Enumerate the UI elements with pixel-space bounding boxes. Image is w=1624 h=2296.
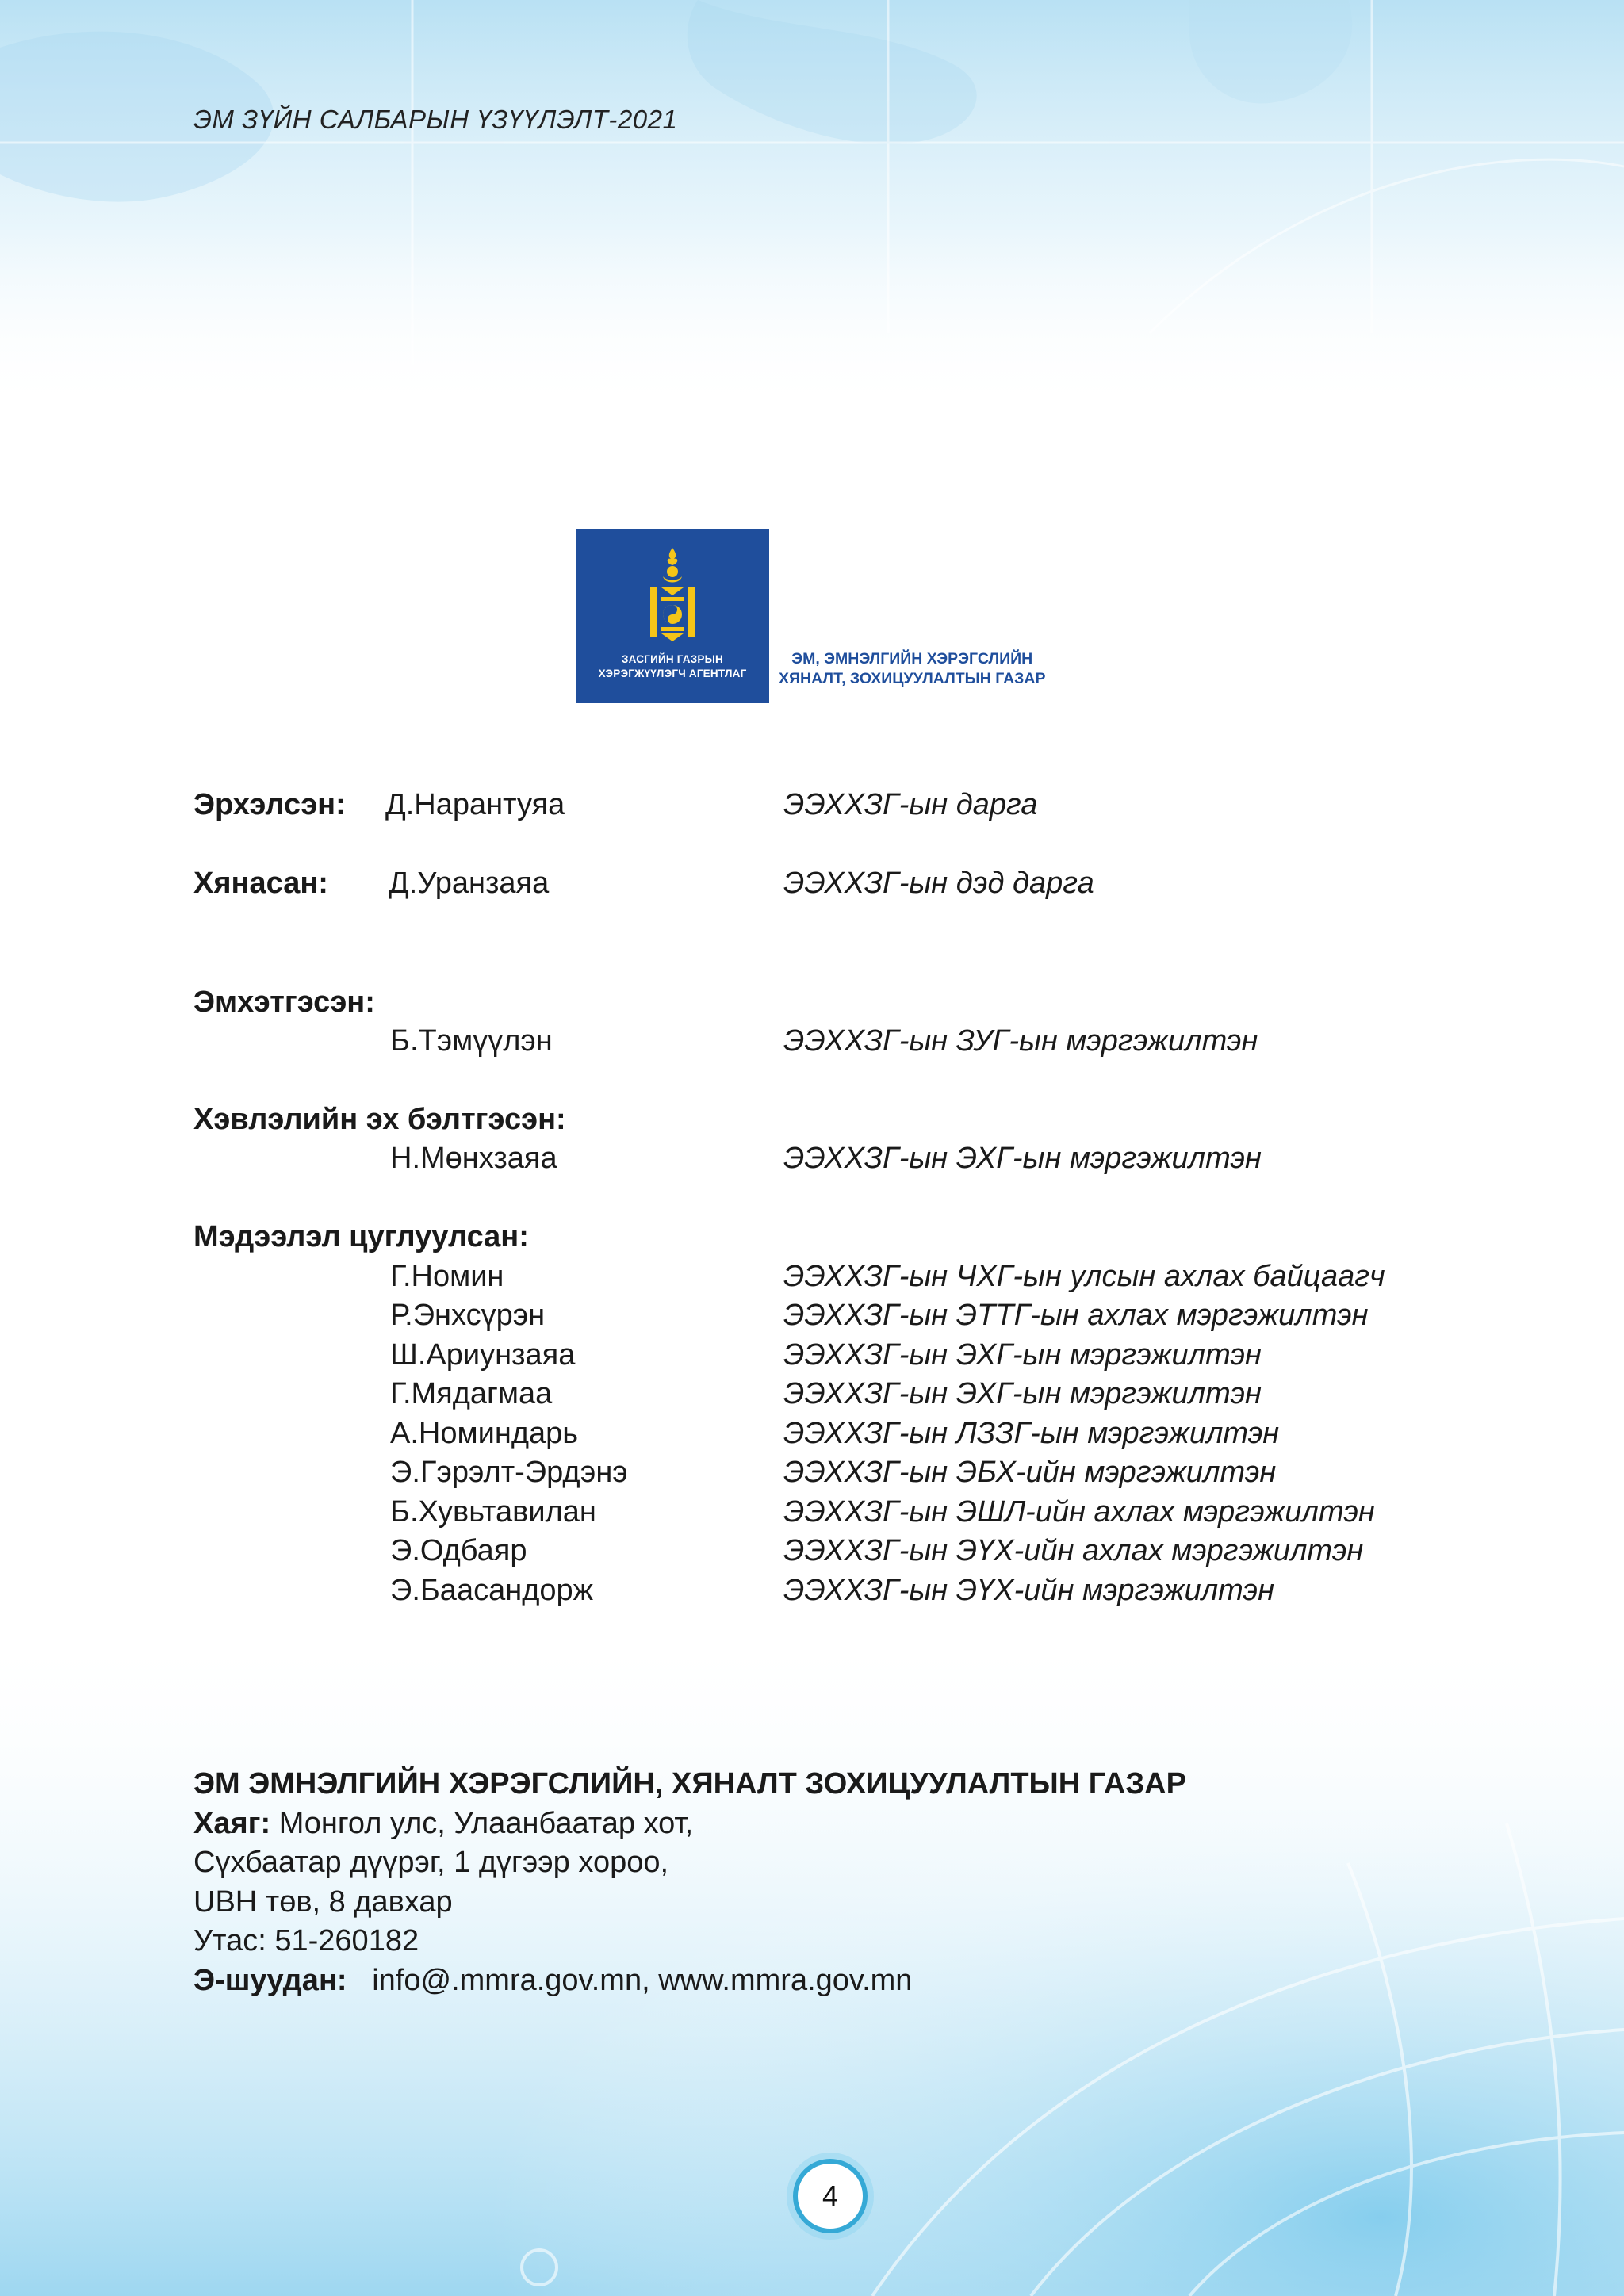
reviewed-label: Хянасан: [193, 867, 328, 900]
agency-logo-square [576, 529, 769, 703]
email-value: info@.mmra.gov.mn, www.mmra.gov.mn [372, 1963, 913, 1997]
contributor-position: ЭЭХХЗГ-ын ЭҮХ-ийн мэргэжилтэн [783, 1574, 1274, 1607]
directed-label: Эрхэлсэн: [193, 788, 346, 821]
contributor-position: ЭЭХХЗГ-ын ЭХГ-ын мэргэжилтэн [783, 1377, 1262, 1410]
address-line-3: UBH төв, 8 давхар [193, 1885, 453, 1919]
prepress-position: ЭЭХХЗГ-ын ЭХГ-ын мэргэжилтэн [783, 1142, 1262, 1175]
agency-name-line1: ЗАСГИЙН ГАЗРЫН [622, 653, 723, 665]
contributor-name: А.Номиндарь [390, 1417, 579, 1450]
compiled-name: Б.Тэмүүлэн [390, 1024, 553, 1058]
contributor-name: Р.Энхсүрэн [390, 1299, 546, 1332]
agency-logo [576, 529, 1115, 703]
contributor-name: Э.Баасандорж [390, 1574, 594, 1607]
contributor-position: ЭЭХХЗГ-ын ЭТТГ-ын ахлах мэргэжилтэн [783, 1299, 1369, 1332]
address-line [193, 1804, 1186, 1844]
contributor-position: ЭЭХХЗГ-ын ЭХГ-ын мэргэжилтэн [783, 1338, 1262, 1372]
agency-name-line2: ХЭРЭГЖҮҮЛЭГЧ АГЕНТЛАГ [598, 668, 747, 679]
contributor-name: Б.Хувьтавилан [390, 1495, 596, 1529]
contributor-position: ЭЭХХЗГ-ын ЛЗЗГ-ын мэргэжилтэн [783, 1417, 1280, 1450]
directed-position: ЭЭХХЗГ-ын дарга [783, 788, 1038, 821]
contributor-name: Г.Номин [390, 1260, 504, 1293]
address-value: Монгол улс, Улаанбаатар хот, [278, 1806, 694, 1840]
email-label: Э-шуудан: [193, 1963, 347, 1997]
contributor-position: ЭЭХХЗГ-ын ЧХГ-ын улсын ахлах байцаагч [783, 1260, 1385, 1293]
organization-name: ЭМ ЭМНЭЛГИЙН ХЭРЭГСЛИЙН, ХЯНАЛТ ЗОХИЦУУЛАЛТЫН ГАЗАР [193, 1767, 1186, 1800]
prepress-name: Н.Мөнхзаяа [390, 1142, 557, 1175]
directed-name: Д.Нарантуяа [385, 788, 565, 821]
reviewed-position: ЭЭХХЗГ-ын дэд дарга [783, 867, 1094, 900]
data-collected-label: Мэдээлэл цуглуулсан: [193, 1220, 529, 1253]
department-name-line1: ЭМ, ЭМНЭЛГИЙН ХЭРЭГСЛИЙН [791, 650, 1033, 668]
compiled-label: Эмхэтгэсэн: [193, 985, 375, 1019]
department-name [779, 649, 1045, 689]
department-name-line2: ХЯНАЛТ, ЗОХИЦУУЛАЛТЫН ГАЗАР [779, 670, 1046, 687]
contributor-position: ЭЭХХЗГ-ын ЭБХ-ийн мэргэжилтэн [783, 1456, 1277, 1489]
address-label: Хаяг: [193, 1806, 271, 1840]
page-number: 4 [793, 2159, 868, 2233]
compiled-position: ЭЭХХЗГ-ын ЗУГ-ын мэргэжилтэн [783, 1024, 1258, 1058]
prepress-label: Хэвлэлийн эх бэлтгэсэн: [193, 1103, 566, 1136]
contact-block [193, 1765, 1186, 2000]
reviewed-name: Д.Уранзаяа [389, 867, 550, 900]
contributor-position: ЭЭХХЗГ-ын ЭҮХ-ийн ахлах мэргэжилтэн [783, 1534, 1364, 1567]
contributor-name: Э.Гэрэлт-Эрдэнэ [390, 1456, 628, 1489]
contributor-position: ЭЭХХЗГ-ын ЭШЛ-ийн ахлах мэргэжилтэн [783, 1495, 1375, 1529]
contributor-name: Ш.Ариунзаяа [390, 1338, 576, 1372]
soyombo-emblem-icon [644, 548, 701, 649]
running-header: ЭМ ЗҮЙН САЛБАРЫН ҮЗҮҮЛЭЛТ-2021 [193, 105, 678, 134]
address-line-2: Сүхбаатар дүүрэг, 1 дүгээр хороо, [193, 1846, 669, 1879]
contributor-name: Г.Мядагмаа [390, 1377, 553, 1410]
phone-line: Утас: 51-260182 [193, 1924, 419, 1957]
contributor-name: Э.Одбаяр [390, 1534, 527, 1567]
email-line [193, 1961, 1186, 2001]
